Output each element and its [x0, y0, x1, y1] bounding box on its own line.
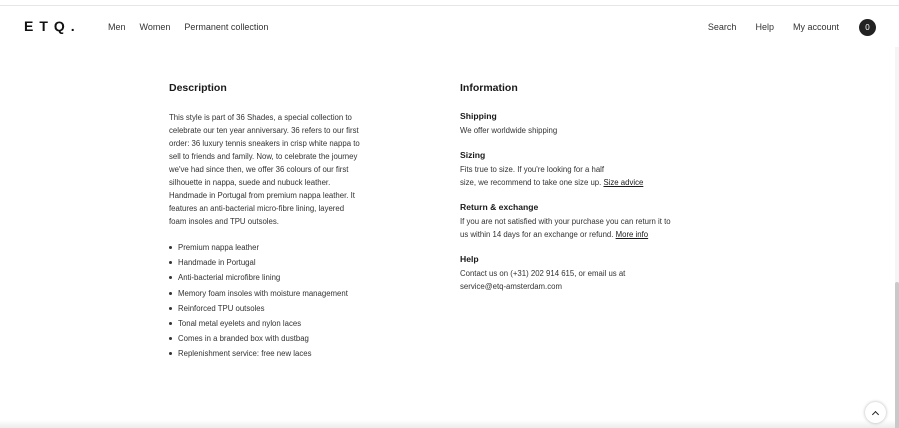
nav-help[interactable]: Help	[755, 22, 774, 32]
list-item: Handmade in Portugal	[169, 255, 409, 270]
section-divider	[0, 420, 895, 428]
shipping-title: Shipping	[460, 111, 497, 121]
description-line: we've had since then, we offer 36 colours of our first	[169, 165, 349, 174]
bullet-icon	[169, 261, 172, 264]
description-line: sell to friends and family. Now, to celebrate the journey	[169, 152, 358, 161]
information-heading: Information	[460, 82, 518, 94]
help-title: Help	[460, 253, 479, 264]
bullet-icon	[169, 337, 172, 340]
description-line: features an anti-bacterial micro-fibre lining, layered	[169, 204, 345, 213]
list-item: Premium nappa leather	[169, 240, 409, 255]
site-header	[0, 7, 895, 47]
list-item: Memory foam insoles with moisture management	[169, 286, 409, 301]
description-line: Handmade in Portugal from premium nappa leather. It	[169, 191, 355, 200]
returns-text	[460, 215, 720, 242]
scrollbar-thumb[interactable]	[895, 282, 899, 428]
list-item: Reinforced TPU outsoles	[169, 301, 409, 316]
page-scrollbar[interactable]	[895, 47, 899, 428]
cart-button[interactable]: 0	[859, 19, 876, 36]
main-nav	[108, 22, 268, 32]
bullet-icon	[169, 246, 172, 249]
help-line: Contact us on (+31) 202 914 615, or email us at	[460, 268, 626, 278]
nav-men[interactable]: Men	[108, 22, 126, 32]
list-item: Replenishment service: free new laces	[169, 346, 409, 361]
help-block	[460, 254, 720, 294]
information-section	[460, 82, 720, 306]
chevron-up-icon	[872, 410, 879, 417]
service-email-link[interactable]: service@etq-amsterdam.com	[460, 282, 562, 291]
top-border	[0, 0, 899, 6]
utility-nav	[708, 22, 839, 32]
sizing-line: Fits true to size. If you're looking for a half	[460, 164, 605, 174]
nav-my-account[interactable]: My account	[792, 22, 839, 32]
bullet-icon	[169, 352, 172, 355]
list-item: Comes in a branded box with dustbag	[169, 331, 409, 346]
nav-women[interactable]: Women	[139, 22, 171, 32]
more-info-link[interactable]: More info	[615, 230, 649, 239]
description-heading: Description	[169, 82, 227, 94]
shipping-block	[460, 111, 720, 138]
description-text	[169, 111, 409, 228]
help-text	[460, 267, 720, 294]
etq-logo[interactable]: ETQ.	[24, 18, 81, 34]
list-item: Tonal metal eyelets and nylon laces	[169, 316, 409, 331]
scroll-to-top-button[interactable]	[865, 402, 886, 423]
description-line: order: 36 luxury tennis sneakers in crisp white nappa to	[169, 139, 360, 148]
description-section	[169, 82, 409, 362]
sizing-title: Sizing	[460, 149, 486, 160]
description-line: celebrate our ten year anniversary. 36 refers to our first	[169, 126, 359, 135]
bullet-icon	[169, 276, 172, 279]
returns-line: If you are not satisfied with your purchase you can return it to	[460, 216, 671, 226]
sizing-line: size, we recommend to take one size up. Size advice	[460, 178, 644, 187]
returns-title: Return & exchange	[460, 201, 539, 212]
bullet-icon	[169, 322, 172, 325]
nav-permanent-collection[interactable]: Permanent collection	[184, 22, 269, 32]
sizing-text	[460, 163, 720, 190]
bullet-icon	[169, 292, 172, 295]
bullet-icon	[169, 307, 172, 310]
nav-search[interactable]: Search	[707, 22, 737, 32]
description-line: This style is part of 36 Shades, a special collection to	[169, 113, 352, 122]
list-item: Anti-bacterial microfibre lining	[169, 270, 409, 285]
description-line: foam insoles and TPU outsoles.	[169, 217, 279, 226]
shipping-text: We offer worldwide shipping	[460, 126, 558, 135]
feature-list	[169, 240, 409, 362]
description-line: silhouette in nappa, suede and nubuck leather.	[169, 178, 331, 187]
size-advice-link[interactable]: Size advice	[603, 178, 644, 187]
sizing-block	[460, 150, 720, 190]
returns-line: us within 14 days for an exchange or refund. More info	[460, 230, 649, 239]
returns-block	[460, 202, 720, 242]
